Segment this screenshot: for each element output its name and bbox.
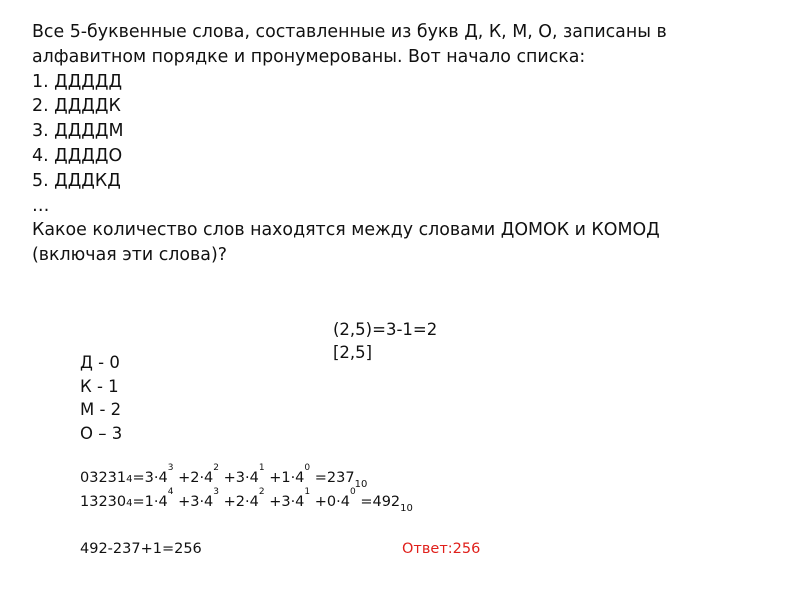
mapping-item: О – 3 xyxy=(80,423,123,443)
base-conversions xyxy=(80,463,413,514)
letter-digit-mapping xyxy=(80,351,122,445)
question-line-1: Какое количество слов находятся между словами ДОМОК и КОМОД xyxy=(32,220,660,241)
list-item: 4. ДДДДО xyxy=(32,145,123,166)
question-line-2: (включая эти слова)? xyxy=(32,245,227,266)
range-notes xyxy=(333,318,437,364)
mapping-item: Д - 0 xyxy=(80,353,120,372)
list-item: 1. ДДДДД xyxy=(32,71,123,92)
problem-line-2: алфавитном порядке и пронумерованы. Вот начало списка: xyxy=(32,46,586,67)
conversion-komod: $132304=1\cdot 4^4 +3\cdot 4^3 +2\cdot 4^2 +3\cdot 4^1 +0\cdot 4^0 =492_{10}$ xyxy=(80,487,413,514)
list-ellipsis: … xyxy=(32,195,50,216)
list-item: 5. ДДДКД xyxy=(32,170,121,191)
problem-statement xyxy=(32,20,682,268)
list-item: 3. ДДДДМ xyxy=(32,121,124,142)
mapping-item: М - 2 xyxy=(80,400,122,419)
answer: Ответ:256 xyxy=(402,541,481,557)
conversion-domok: $032314=3\cdot 4^3 +2\cdot 4^2 +3\cdot 4^1 +1\cdot 4^0 =237_{10}$ xyxy=(80,463,368,490)
list-item: 2. ДДДДК xyxy=(32,96,121,117)
mapping-item: К - 1 xyxy=(80,376,119,396)
problem-line-1: Все 5-буквенные слова, составленные из букв Д, К, М, О, записаны в xyxy=(32,22,667,42)
range-open: (2,5)=3-1=2 xyxy=(333,320,438,339)
result-calculation: 492-237+1=256 xyxy=(80,541,202,557)
range-closed: [2,5] xyxy=(333,343,373,362)
